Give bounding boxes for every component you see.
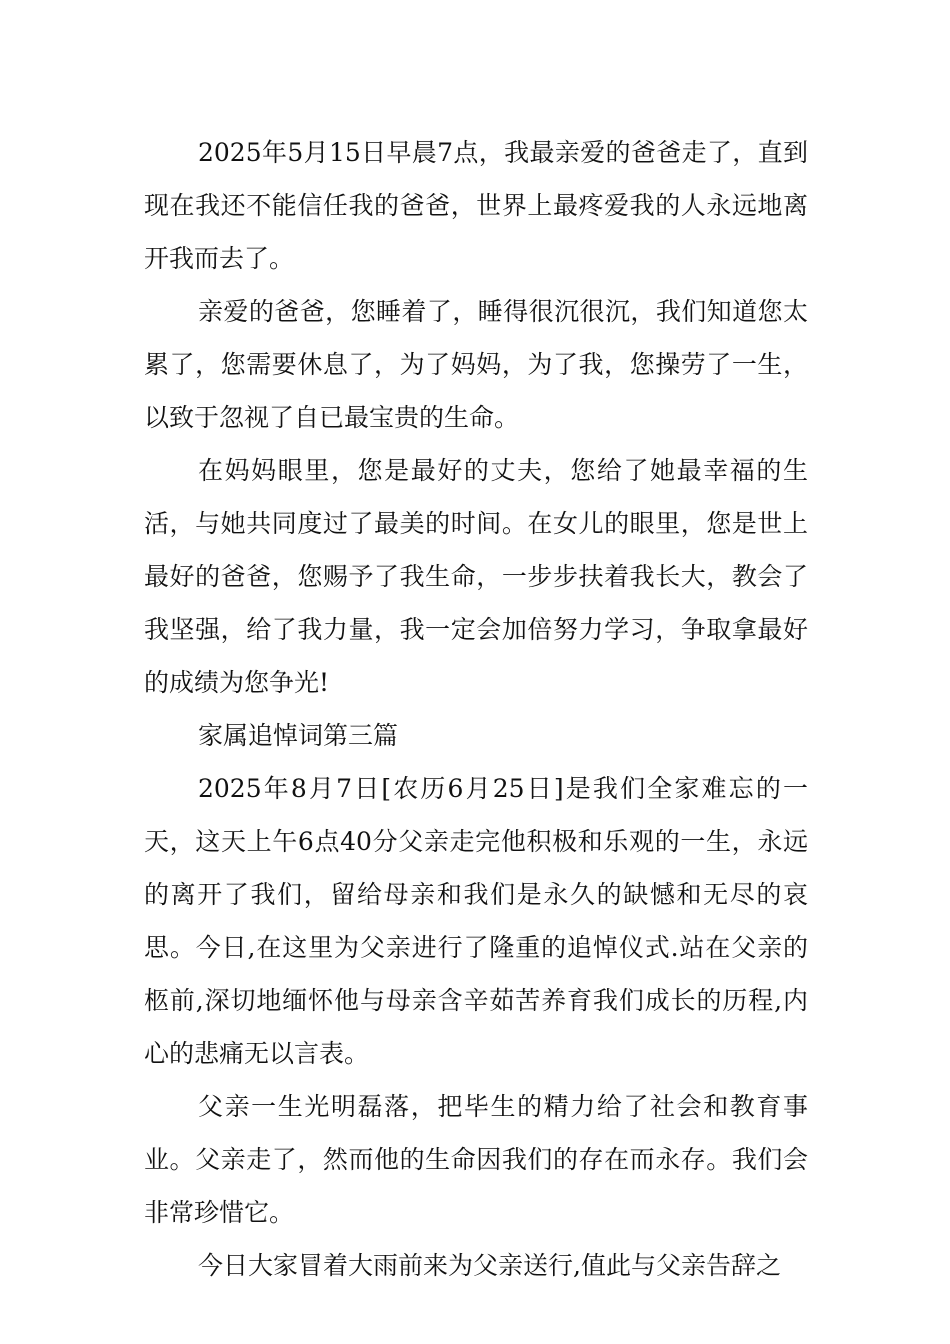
document-body: [144, 126, 808, 1292]
paragraph-2: 亲爱的爸爸，您睡着了，睡得很沉很沉，我们知道您太累了，您需要休息了，为了妈妈，为了我，您操劳了一生，以致于忽视了自已最宝贵的生命。: [144, 297, 808, 432]
section-paragraph-2: 父亲一生光明磊落，把毕生的精力给了社会和教育事业。父亲走了，然而他的生命因我们的存在而永存。我们会非常珍惜它。: [144, 1092, 808, 1227]
paragraph-3: 在妈妈眼里，您是最好的丈夫，您给了她最幸福的生活，与她共同度过了最美的时间。在女儿的眼里，您是世上最好的爸爸，您赐予了我生命，一步步扶着我长大，教会了我坚强，给了我力量，我一定会加倍努力学习，争取拿最好的成绩为您争光!: [144, 456, 808, 697]
section-paragraph-3: 今日大家冒着大雨前来为父亲送行,值此与父亲告辞之: [198, 1251, 781, 1280]
section-title: 家属追悼词第三篇: [198, 721, 399, 750]
paragraph-1: 2025年5月15日早晨7点，我最亲爱的爸爸走了，直到现在我还不能信任我的爸爸，世界上最疼爱我的人永远地离开我而去了。: [144, 138, 808, 273]
section-paragraph-1: 2025年8月7日[农历6月25日]是我们全家难忘的一天，这天上午6点40分父亲走完他积极和乐观的一生，永远的离开了我们，留给母亲和我们是永久的缺憾和无尽的哀思。今日,在这里为父亲进行了隆重的追悼仪式.站在父亲的柩前,深切地缅怀他与母亲含辛茹苦养育我们成长的历程,内心的悲痛无以言表。: [144, 774, 808, 1068]
